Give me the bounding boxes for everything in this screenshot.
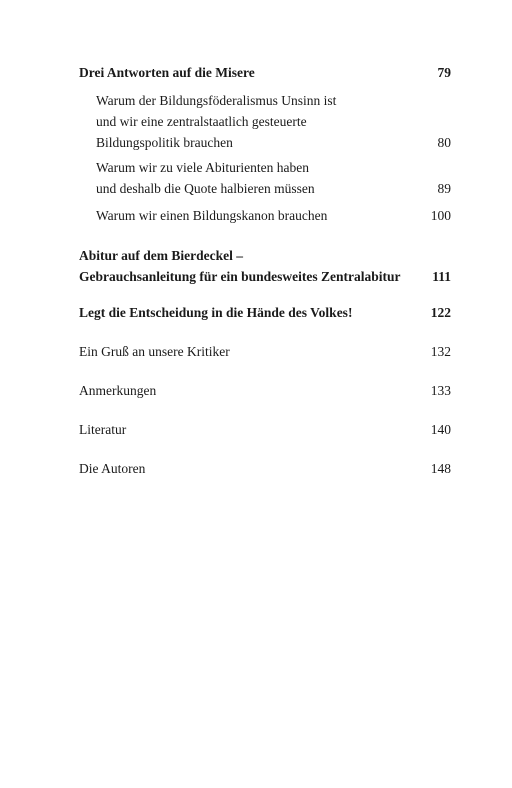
toc-entry-line: und wir eine zentralstaatlich gesteuerte	[96, 114, 307, 129]
toc-subentry-bildungskanon	[96, 205, 451, 226]
toc-entry-title	[79, 302, 451, 323]
toc-entry-title	[96, 157, 451, 199]
toc-entry-line: Legt die Entscheidung in die Hände des Volkes!	[79, 305, 353, 320]
toc-entry-line: Anmerkungen	[79, 383, 157, 398]
toc-entry-abitur-bierdeckel	[79, 245, 451, 287]
toc-entry-entscheidung-volk	[79, 302, 451, 323]
toc-page-number: 122	[430, 305, 451, 320]
toc-entry-title	[79, 458, 451, 479]
toc-entry-title	[79, 341, 451, 362]
toc-page-number: 111	[432, 269, 451, 284]
toc-entry-line: Warum wir einen Bildungskanon brauchen	[96, 208, 328, 223]
toc-entry-gruss-kritiker	[79, 341, 451, 362]
toc-page-number: 100	[430, 208, 451, 223]
toc-entry-line: Warum wir zu viele Abiturienten haben	[96, 160, 309, 175]
toc-entry-title	[79, 62, 451, 83]
toc-entry-line: Die Autoren	[79, 461, 146, 476]
toc-entry-title	[79, 380, 451, 401]
toc-page-number: 133	[430, 383, 451, 398]
toc-entry-line: und deshalb die Quote halbieren müssen	[96, 181, 315, 196]
toc-entry-literatur	[79, 419, 451, 440]
toc-entry-line: Bildungspolitik brauchen	[96, 135, 233, 150]
toc-entry-line: Warum der Bildungsföderalismus Unsinn ist	[96, 93, 337, 108]
toc-entry-line: Literatur	[79, 422, 127, 437]
toc-entry-title	[96, 205, 451, 226]
toc-entry-title	[79, 245, 451, 287]
toc-entry-line: Abitur auf dem Bierdeckel –	[79, 248, 243, 263]
toc-entry-anmerkungen	[79, 380, 451, 401]
toc-subentry-bildungsfoederalismus	[96, 90, 451, 153]
toc-entry-line: Gebrauchsanleitung für ein bundesweites Zentralabitur	[79, 269, 401, 284]
toc-page-number: 89	[437, 181, 451, 196]
toc-entry-line: Drei Antworten auf die Misere	[79, 65, 255, 80]
toc-entry-line: Ein Gruß an unsere Kritiker	[79, 344, 230, 359]
toc-entry-title	[96, 90, 451, 153]
toc-page-number: 80	[437, 135, 451, 150]
toc-page-number: 140	[430, 422, 451, 437]
toc-entry-title	[79, 419, 451, 440]
toc-page-number: 148	[430, 461, 451, 476]
toc-page-number: 132	[430, 344, 451, 359]
toc-page-number: 79	[437, 65, 451, 80]
toc-subentry-abiturienten	[96, 157, 451, 199]
toc-entry-autoren	[79, 458, 451, 479]
toc-entry-drei-antworten	[79, 62, 451, 83]
